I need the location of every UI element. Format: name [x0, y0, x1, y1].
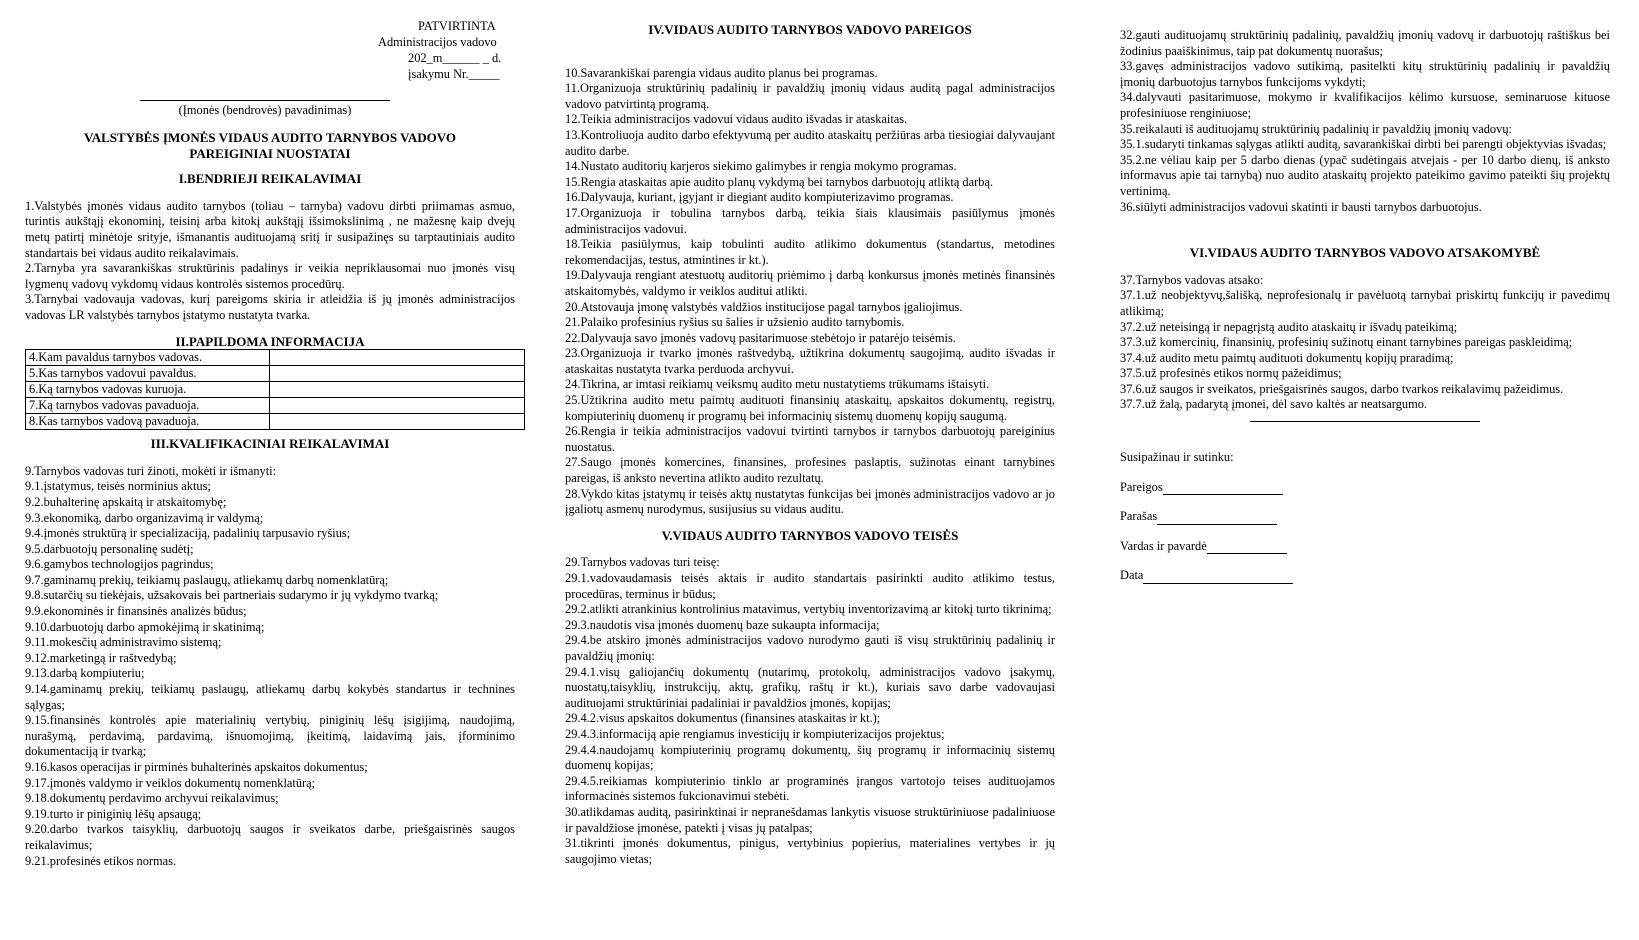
signature-line[interactable] — [1143, 569, 1293, 584]
paragraph: 2.Tarnyba yra savarankiškas struktūrinis padalinys ir veikia nepriklausomai nuo įmonės visų lygmenų vadovų vykdomų vidaus kontrolės sistemos procedūrų. — [25, 261, 515, 291]
paragraph: 31.tikrinti įmonės dokumentus, pinigus, vertybinius popierius, materialines vertybes ir jų saugojimo vietas; — [565, 836, 1055, 866]
paragraph: 37.4.už audito metu paimtų audituoti dokumentų kopijų praradimą; — [1120, 350, 1454, 365]
table-cell-label: 6.Ką tarnybos vadovas kuruoja. — [26, 382, 270, 398]
paragraph: 35.reikalauti iš audituojamų struktūrinių padalinių ir pavaldžių įmonių vadovų: — [1120, 121, 1512, 136]
paragraph: 9.2.buhalterinę apskaitą ir atskaitomybę; — [25, 494, 227, 509]
paragraph: 37.1.už neobjektyvų,šališką, neprofesionalų ir pavėluotą tarnybai priskirtų funkcijų ir pavedimų atlikimą; — [1120, 288, 1610, 318]
signature-field-label: Parašas — [1120, 509, 1158, 524]
paragraph: 37.7.už žalą, padarytą įmonei, dėl savo kaltės ar neatsargumo. — [1120, 397, 1428, 412]
approval-line: PATVIRTINTA — [418, 19, 496, 33]
paragraph: 9.4.įmonės struktūrą ir specializaciją, padalinių tarpusavio ryšius; — [25, 526, 351, 541]
signature-field-label: Vardas ir pavardė — [1120, 538, 1207, 553]
signature-field — [1120, 568, 1610, 584]
paragraph: 9.12.marketingą ir raštvedybą; — [25, 650, 177, 665]
paragraph: 17.Organizuoja ir tobulina tarnybos darbą, teikia šiais klausimais pasiūlymus įmonės administracijos vadovui. — [565, 205, 1055, 236]
info-table — [25, 349, 525, 430]
paragraph: 25.Užtikrina audito metu paimtų audituoti finansinių ataskaitų, apskaitos dokumentų, registrų, kompiuterinių duomenų ir programų bei informacinių sistemų duomenų kopijų saugumą. — [565, 393, 1055, 423]
paragraph: 37.5.už profesinės etikos normų pažeidimus; — [1120, 366, 1342, 381]
section-heading-5: V.VIDAUS AUDITO TARNYBOS VADOVO TEISĖS — [661, 527, 959, 543]
paragraph: 9.10.darbuotojų darbo apmokėjimą ir skatinimą; — [25, 619, 265, 634]
paragraph: 32.gauti audituojamų struktūrinių padalinių, pavaldžių įmonių vadovų ir darbuotojų raštiškus bei žodinius paaiškinimus, taip pat dokumentų nuorašus; — [1120, 28, 1610, 58]
paragraph: 9.8.sutarčių su tiekėjais, užsakovais bei partneriais sudarymo ir jų vykdymo tvarką; — [25, 588, 439, 603]
signature-line[interactable] — [1207, 539, 1287, 554]
table-cell-value[interactable] — [270, 350, 525, 366]
paragraph: 29.Tarnybos vadovas turi teisę: — [565, 555, 720, 570]
signature-field — [1120, 539, 1610, 555]
signature-line[interactable] — [1157, 510, 1277, 525]
table-row — [26, 366, 525, 382]
paragraph: 9.16.kasos operacijas ir pirminės buhalterinės apskaitos dokumentus; — [25, 760, 368, 774]
approval-line: Administracijos vadovo — [378, 35, 497, 49]
paragraph: 23.Organizuoja ir tvarko įmonės raštvedybą, užtikrina dokumentų saugojimą, audito išvadas ir ataskaitas nustatyta tvarka perduoda archyvui. — [565, 346, 1055, 376]
paragraph: 9.1.įstatymus, teisės norminius aktus; — [25, 479, 211, 494]
paragraph: 9.5.darbuotojų personalinę sudėtį; — [25, 541, 194, 556]
company-caption: (Įmonės (bendrovės) pavadinimas) — [140, 100, 390, 118]
paragraph: 3.Tarnybai vadovauja vadovas, kurį pareigoms skiria ir atleidžia iš jų įmonės administracijos vadovas LR valstybės tarnybos įstatymo nustatyta tvarka. — [25, 292, 515, 322]
approval-line: įsakymu Nr._____ — [408, 67, 500, 81]
paragraph: 16.Dalyvauja, kuriant, įgyjant ir diegiant audito kompiuterizavimo programas. — [565, 190, 954, 205]
paragraph: 27.Saugo įmonės komercines, finansines, profesines paslaptis, sužinotas einant tarnybines pareigas, iš anksto nevertina atlikto audito rezultatų. — [565, 455, 1055, 486]
paragraph: 9.6.gamybos technologijos pagrindus; — [25, 557, 214, 572]
column-left — [25, 130, 515, 869]
paragraph: 9.18.dokumentų perdavimo archyvui reikalavimus; — [25, 791, 279, 806]
paragraph: 29.4.be atskiro įmonės administracijos vadovo nurodymo gauti iš visų struktūrinių padalinių ir pavaldžių įmonių: — [565, 633, 1055, 663]
paragraph: 13.Kontroliuoja audito darbo efektyvumą per audito ataskaitų peržiūras arba tiesiogiai dalyvaujant audito darbe. — [565, 127, 1055, 158]
paragraph: 37.Tarnybos vadovas atsako: — [1120, 272, 1264, 287]
paragraph: 28.Vykdo kitas įstatymų ir teisės aktų nustatytas funkcijas bei įmonės administracijos vadovo ar jo įgaliotų asmenų nurodymus, susijusius su vidaus auditu. — [565, 486, 1055, 517]
paragraph: 35.2.ne vėliau kaip per 5 darbo dienas (ypač sudėtingais atvejais - per 10 darbo dienų, iš anksto informavus apie tai tarnybą) nuo audito ataskaitų projekto pateikimo gavimo pateikti šių projektų vertinimą. — [1120, 152, 1610, 198]
column-right — [1120, 28, 1610, 584]
section-1-body — [25, 199, 515, 324]
paragraph: 30.atlikdamas auditą, pasirinktinai ir nepranešdamas lankytis visuose struktūriniuose padaliniuose ir pavaldžiose įmonėse, patekti į visas jų patalpas; — [565, 804, 1055, 835]
paragraph: 21.Palaiko profesinius ryšius su šalies ir užsienio audito tarnybomis. — [565, 315, 905, 330]
paragraph: 29.3.naudotis visa įmonės duomenų baze sukaupta informacija; — [565, 617, 880, 632]
table-row — [26, 414, 525, 430]
signature-field-label: Data — [1120, 568, 1144, 583]
paragraph: 9.21.profesinės etikos normas. — [25, 853, 177, 868]
paragraph: 9.11.mokesčių administravimo sistemą; — [25, 635, 222, 650]
paragraph: 9.7.gaminamų prekių, teikiamų paslaugų, atliekamų darbų nomenklatūrą; — [25, 572, 389, 587]
paragraph: 29.1.vadovaudamasis teisės aktais ir audito standartais pasirinkti audito atlikimo testus, procedūras, terminus ir būdus; — [565, 571, 1055, 601]
paragraph: 24.Tikrina, ar imtasi reikiamų veiksmų audito metu nustatytiems trūkumams ištaisyti. — [565, 377, 990, 392]
paragraph: 9.19.turto ir piniginių lėšų apsaugą; — [25, 806, 202, 821]
paragraph: 29.4.2.visus apskaitos dokumentus (finansines ataskaitas ir kt.); — [565, 711, 881, 726]
acknowledge-title: Susipažinau ir sutinku: — [1120, 450, 1234, 465]
signature-field — [1120, 509, 1610, 525]
paragraph: 37.6.už saugos ir sveikatos, priešgaisrinės saugos, darbo tvarkos reikalavimų pažeidimus. — [1120, 381, 1564, 396]
table-row — [26, 398, 525, 414]
table-cell-value[interactable] — [270, 414, 525, 430]
section-heading-3: III.KVALIFIKACINIAI REIKALAVIMAI — [150, 436, 390, 452]
section-heading-1: I.BENDRIEJI REIKALAVIMAI — [178, 171, 362, 187]
paragraph: 9.15.finansinės kontrolės apie materialinių vertybių, piniginių lėšų įsigijimą, naudojimą, nurašymą, perdavimą, pardavimą, išnuomojimą, įkeitimą, laidavimą jais, įforminimo dokumentaciją ir tvarką; — [25, 713, 515, 759]
paragraph: 20.Atstovauja įmonę valstybės valdžios institucijose pagal tarnybos įgaliojimus. — [565, 299, 963, 314]
paragraph: 9.17.įmonės valdymo ir veiklos dokumentų nomenklatūrą; — [25, 775, 316, 790]
approval-line: 202_m______ _ d. — [408, 51, 502, 65]
paragraph: 29.4.4.naudojamų kompiuterinių programų dokumentų, šių programų ir informacinių sistemų duomenų kopijas; — [565, 742, 1055, 773]
table-row — [26, 350, 525, 366]
table-cell-label: 8.Kas tarnybos vadovą pavaduoja. — [26, 414, 270, 430]
paragraph: 36.siūlyti administracijos vadovui skatinti ir bausti tarnybos darbuotojus. — [1120, 199, 1482, 214]
paragraph: 26.Rengia ir teikia administracijos vadovui tvirtinti tarnybos ir tarnybos darbuotojų pareiginius nuostatus. — [565, 424, 1055, 454]
paragraph: 15.Rengia ataskaitas apie audito planų vykdymą bei tarnybos darbuotojų atliktą darbą. — [565, 174, 994, 189]
paragraph: 12.Teikia administracijos vadovui vidaus audito išvadas ir ataskaitas. — [565, 112, 908, 127]
paragraph: 29.4.5.reikiamas kompiuterinio tinklo ar programinės įrangos vartotojo teises audituojamos informacinės sistemos fukcionavimui stebėti. — [565, 773, 1055, 804]
paragraph: 9.13.darbą kompiuteriu; — [25, 666, 145, 681]
paragraph: 18.Teikia pasiūlymus, kaip tobulinti audito atlikimo dokumentus (standartus, metodines rekomendacijas, testus, atmintines ir kt.). — [565, 237, 1055, 267]
paragraph: 37.2.už neteisingą ir nepagrįstą audito ataskaitų ir išvadų pateikimą; — [1120, 319, 1458, 334]
signature-field — [1120, 480, 1610, 496]
table-cell-label: 4.Kam pavaldus tarnybos vadovas. — [26, 350, 270, 366]
paragraph: 34.dalyvauti pasitarimuose, mokymo ir kvalifikacijos kėlimo kursuose, seminaruose kituose profesiniuose renginiuose; — [1120, 90, 1610, 120]
paragraph: 14.Nustato auditorių karjeros siekimo galimybes ir rengia mokymo programas. — [565, 159, 957, 174]
paragraph: 10.Savarankiškai parengia vidaus audito planus bei programas. — [565, 65, 878, 80]
table-cell-value[interactable] — [270, 398, 525, 414]
document-subtitle: PAREIGINIAI NUOSTATAI — [189, 145, 351, 161]
paragraph: 9.20.darbo tvarkos taisyklių, darbuotojų saugos ir sveikatos darbe, priešgaisrinės saugos reikalavimus; — [25, 822, 515, 852]
document-title: VALSTYBĖS ĮMONĖS VIDAUS AUDITO TARNYBOS VADOVO — [84, 130, 456, 145]
table-cell-label: 5.Kas tarnybos vadovui pavaldus. — [26, 366, 270, 382]
table-cell-value[interactable] — [270, 366, 525, 382]
section-heading-2: II.PAPILDOMA INFORMACIJA — [175, 333, 365, 349]
paragraph: 22.Dalyvauja savo įmonės vadovų pasitarimuose stebėtojo ir patarėjo teisėmis. — [565, 330, 956, 345]
paragraph: 33.gavęs administracijos vadovo sutikimą, pasitelkti kitų struktūrinių padalinių ir pavaldžių įmonių darbuotojus tarnybos funkcijoms vykdyti; — [1120, 59, 1610, 89]
paragraph: 11.Organizuoja struktūrinių padalinių ir pavaldžių įmonių vidaus auditą pagal administracijos vadovo patvirtintą programą. — [565, 81, 1055, 111]
table-cell-value[interactable] — [270, 382, 525, 398]
table-cell-label: 7.Ką tarnybos vadovas pavaduoja. — [26, 398, 270, 414]
paragraph: 9.9.ekonominės ir finansinės analizės būdus; — [25, 604, 247, 619]
section-5-continued — [1120, 28, 1610, 215]
paragraph: 19.Dalyvauja rengiant atestuotų auditorių priėmimo į darbą konkursus įmonės metinės finansinės atskaitomybės, valdymo ir veiklos auditui atlikti. — [565, 268, 1055, 298]
paragraph: 9.3.ekonomiką, darbo organizavimą ir valdymą; — [25, 510, 264, 525]
approval-block — [370, 18, 510, 82]
separator-line — [1250, 421, 1480, 422]
paragraph: 9.Tarnybos vadovas turi žinoti, mokėti ir išmanyti: — [25, 463, 277, 478]
signature-block — [1120, 480, 1610, 584]
table-row — [26, 382, 525, 398]
section-heading-4: IV.VIDAUS AUDITO TARNYBOS VADOVO PAREIGOS — [648, 22, 972, 37]
paragraph: 29.2.atlikti atrankinius kontrolinius matavimus, vertybių inventorizavimą ar kitokį turto tikrinimą; — [565, 602, 1052, 617]
section-4-body — [565, 66, 1055, 518]
paragraph: 29.4.1.visų galiojančių dokumentų (nutarimų, protokolų, administracijos vadovo įsakymų, nuostatų,taisyklių, instrukcijų, aktų, grafikų, raštų ir kt.), kuriais savo darbe vadovaujasi audituojami struktūriniai padaliniai ir pavaldžios įmonės, kopijas; — [565, 664, 1055, 710]
section-3-body — [25, 464, 515, 869]
paragraph: 1.Valstybės įmonės vidaus audito tarnybos (toliau – tarnyba) vadovu dirbti priimamas asmuo, turintis aukštąjį ekonominį, teisinį arba kitokį aukštąjį išsimokslinimą , ne mažesnę kaip dvejų metų patirtį minėtoje srityje, išmanantis audituojamą sritį ir susipažinęs su tarptautiniais audito standartais bei vidaus audito reikalavimais. — [25, 198, 515, 260]
paragraph: 35.1.sudaryti tinkamas sąlygas atlikti auditą, savarankiškai dirbti bei parengti objektyvias išvadas; — [1120, 137, 1607, 152]
column-middle — [565, 22, 1055, 867]
section-6-body — [1120, 273, 1610, 413]
paragraph: 37.3.už komercinių, finansinių, profesinių sužinotų einant tarnybines pareigas paskleidimą; — [1120, 335, 1573, 350]
paragraph: 9.14.gaminamų prekių, teikiamų paslaugų, atliekamų darbų kokybės standartus ir technines sąlygas; — [25, 682, 515, 712]
section-5-body — [565, 555, 1055, 867]
signature-field-label: Pareigos — [1120, 479, 1163, 494]
signature-line[interactable] — [1163, 480, 1283, 495]
paragraph: 29.4.3.informaciją apie rengiamus investicijų ir kompiuterizacijos projektus; — [565, 726, 945, 741]
section-heading-6: VI.VIDAUS AUDITO TARNYBOS VADOVO ATSAKOMYBĖ — [1189, 245, 1541, 261]
